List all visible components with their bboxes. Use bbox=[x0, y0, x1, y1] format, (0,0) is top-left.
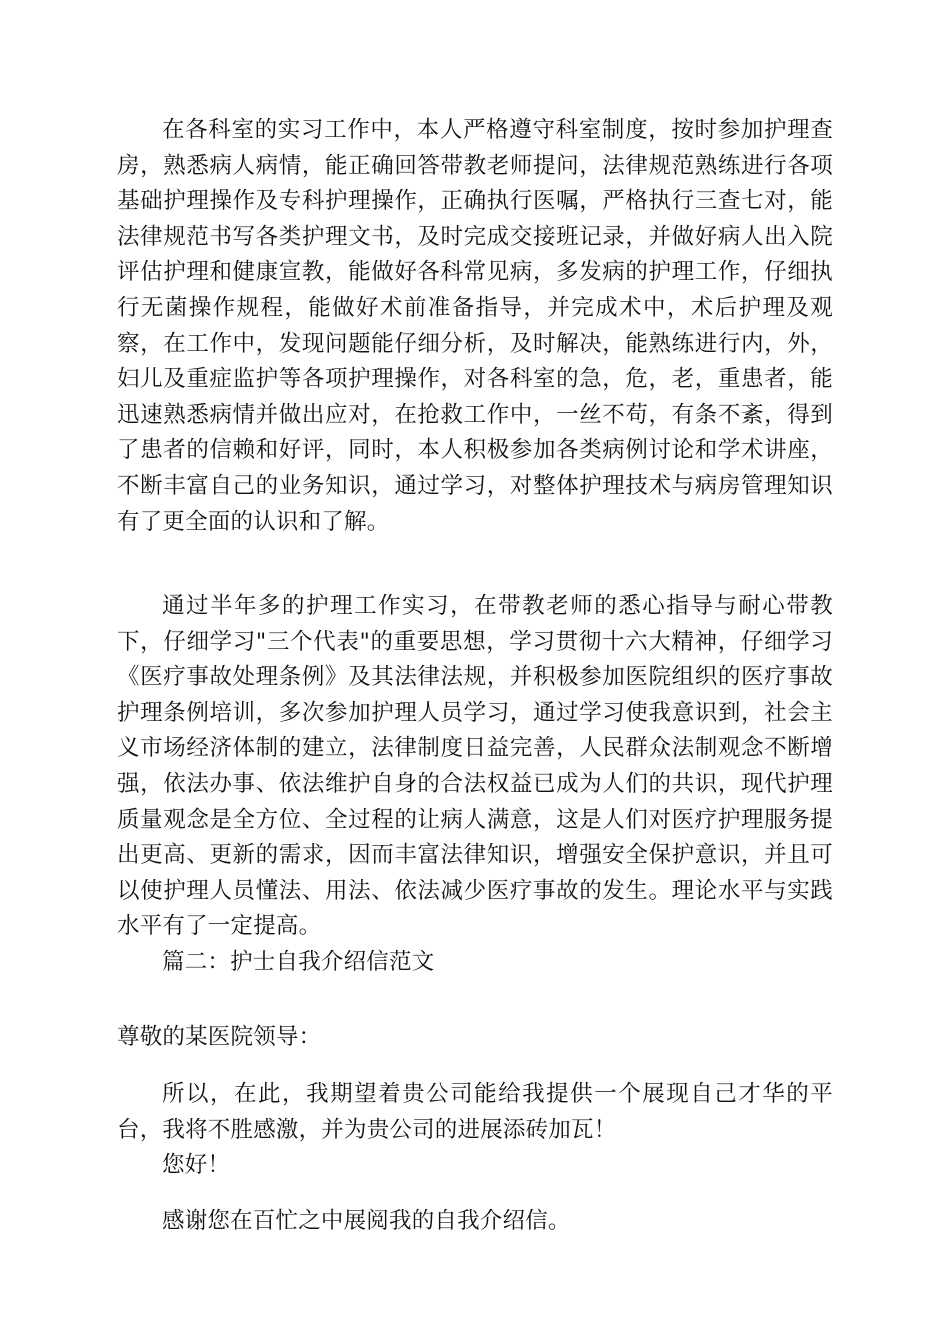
letter-closing-paragraph: 所以，在此，我期望着贵公司能给我提供一个展现自己才华的平台，我将不胜感激，并为贵公司的进展添砖加瓦！ bbox=[117, 1081, 833, 1143]
letter-salutation: 尊敬的某医院领导： bbox=[117, 1024, 322, 1050]
body-paragraph-internship: 在各科室的实习工作中，本人严格遵守科室制度，按时参加护理查房，熟悉病人病情，能正确回答带教老师提问，法律规范熟练进行各项基础护理操作及专科护理操作，正确执行医嘱，严格执行三查七对，能法律规范书写各类护理文书，及时完成交接班记录，并做好病人出入院评估护理和健康宣教，能做好各科常见病，多发病的护理工作，仔细执行无菌操作规程，能做好术前准备指导，并完成术中，术后护理及观察，在工作中，发现问题能仔细分析，及时解决，能熟练进行内，外，妇儿及重症监护等各项护理操作，对各科室的急，危，老，重患者，能迅速熟悉病情并做出应对，在抢救工作中，一丝不苟，有条不紊，得到了患者的信赖和好评，同时，本人积极参加各类病例讨论和学术讲座，不断丰富自己的业务知识，通过学习，对整体护理技术与病房管理知识有了更全面的认识和了解。 bbox=[117, 117, 833, 535]
letter-greeting: 您好！ bbox=[162, 1152, 231, 1178]
body-paragraph-legal-study: 通过半年多的护理工作实习，在带教老师的悉心指导与耐心带教下，仔细学习"三个代表"的重要思想，学习贯彻十六大精神，仔细学习《医疗事故处理条例》及其法律法规，并积极参加医院组织的医疗事故护理条例培训，多次参加护理人员学习，通过学习使我意识到，社会主义市场经济体制的建立，法律制度日益完善，人民群众法制观念不断增强，依法办事、依法维护自身的合法权益已成为人们的共识，现代护理质量观念是全方位、全过程的让病人满意，这是人们对医疗护理服务提出更高、更新的需求，因而丰富法律知识，增强安全保护意识，并且可以使护理人员懂法、用法、依法减少医疗事故的发生。理论水平与实践水平有了一定提高。 bbox=[117, 593, 833, 940]
letter-thanks-line: 感谢您在百忙之中展阅我的自我介绍信。 bbox=[162, 1208, 571, 1234]
section-heading: 篇二：护士自我介绍信范文 bbox=[162, 949, 435, 975]
